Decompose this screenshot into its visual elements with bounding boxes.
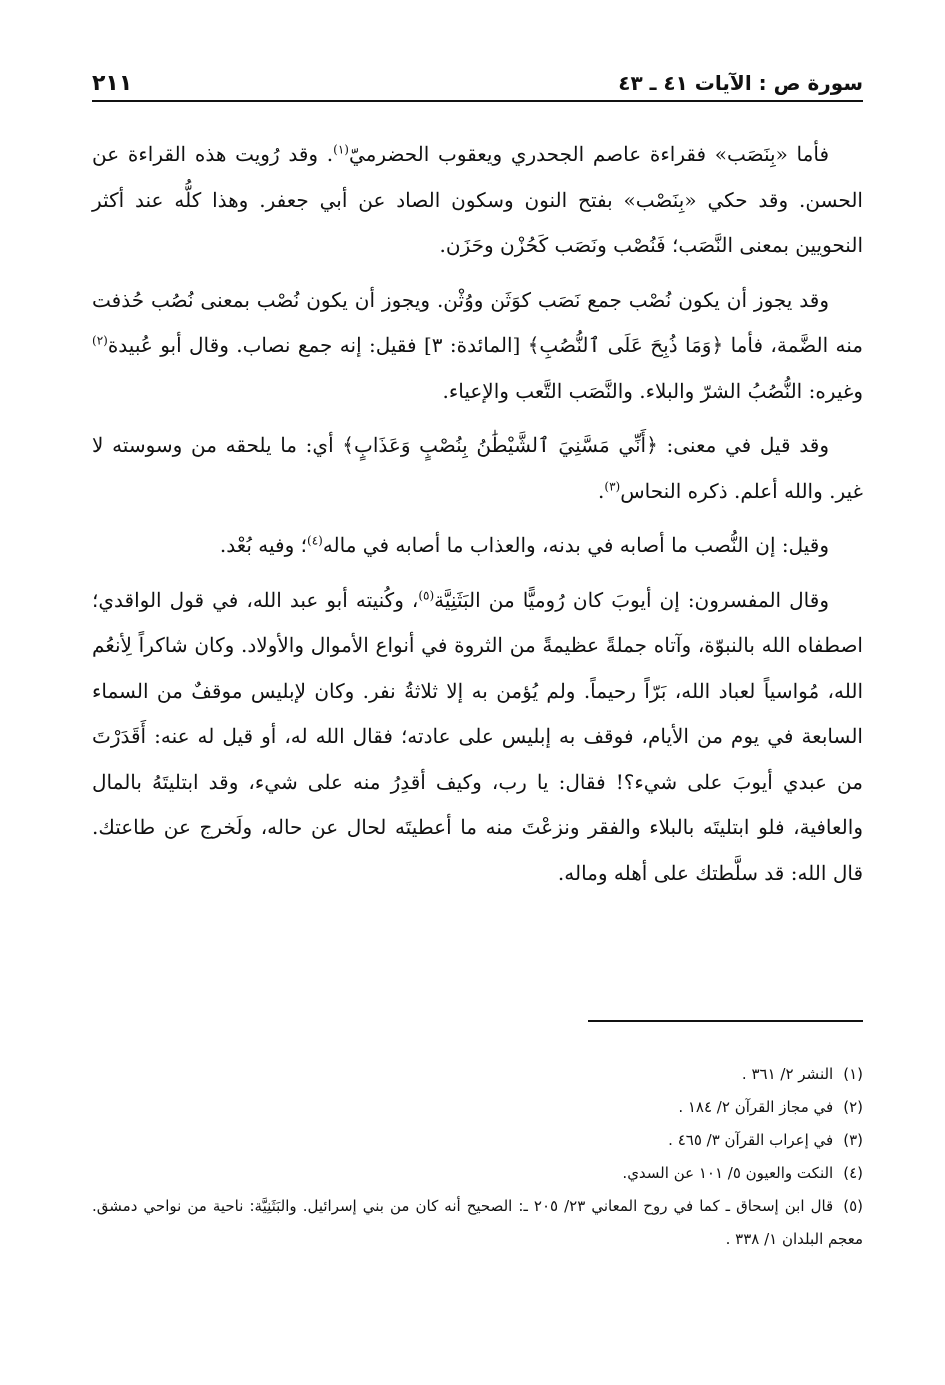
footnote-item (92, 1058, 863, 1091)
paragraph-text: ؛ وفيه بُعْد. (219, 533, 307, 557)
footnote-ref: (٣) (604, 478, 621, 493)
page-number: ٢١١ (92, 71, 133, 96)
footnote-text: النكت والعيون ٥/ ١٠١ عن السدي. (622, 1164, 834, 1182)
footnote-item (92, 1190, 863, 1256)
paragraph-text: وقيل: إن النُّصب ما أصابه في بدنه، والعذاب ما أصابه في ماله (322, 533, 829, 557)
footnote-text: في مجاز القرآن ٢/ ١٨٤ . (678, 1098, 834, 1116)
paragraph-text: وقد يجوز أن يكون نُصْب جمع نَصَب كوَثَن ووُثْن. ويجوز أن يكون نُصْب بمعنى نُصُب حُذفت منه الضَّمة، فأما ﴿وَمَا ذُبِحَ عَلَى ٱلنُّصُبِ﴾ [المائدة: ٣] فقيل: إنه جمع نصاب. وقال أبو عُبيدة (92, 287, 863, 357)
paragraph-text: ، وكُنيته أبو عبد الله، في قول الواقدي؛ اصطفاه الله بالنبوّة، وآتاه جملةً عظيمةً من الثروة في أنواع الأموال والأولاد. وكان شاكراً لِأنعُم الله، مُواسياً لعباد الله، بَرّاً رحيماً. ولم يُؤمن به إلا ثلاثةُ نفر. وكان لإبليس موقفٌ من السماء السابعة في يوم من الأيام، فوقف به إبليس على عادته؛ فقال الله له، أو قيل له عنه: أَقَدَرْتَ من عبدي أيوبَ على شيء؟! فقال: يا رب، وكيف أقدِرُ منه على شيء، وقد ابتليتَهُ بالمال والعافية، فلو ابتليتَه بالبلاء والفقر ونزعْتَ منه ما أعطيتَه لحال عن حاله، ولَخرج عن طاعتك. قال الله: قد سلَّطتك على أهله وماله. (92, 587, 863, 885)
paragraph-text: وقد قيل في معنى: ﴿أَنِّي مَسَّنِيَ ٱلشَّيْطَٰنُ بِنُصْبٍ وَعَذَابٍ﴾ أي: ما يلحقه من وسوسته لا غير. والله أعلم. ذكره النحاس (92, 433, 863, 503)
footnote-ref: (٥) (418, 587, 435, 602)
paragraph-text: فأما «بِنَصَب» فقراءة عاصم الجحدري ويعقوب الحضرميّ (348, 142, 830, 166)
footnote-separator (588, 1020, 863, 1022)
footnote-text: في إعراب القرآن ٣/ ٤٦٥ . (668, 1131, 834, 1149)
paragraph-text: وقال المفسرون: إن أيوبَ كان رُوميًّا من البَثَنِيَّة (434, 587, 829, 612)
paragraph-4 (92, 523, 863, 569)
paragraph-text: . (598, 478, 605, 503)
paragraph-3 (92, 423, 863, 514)
footnote-number: (٤) (843, 1164, 863, 1182)
footnote-item (92, 1157, 863, 1190)
main-text (92, 132, 863, 905)
footnote-item (92, 1091, 863, 1124)
footnote-ref: (٤) (307, 533, 323, 548)
footnote-number: (١) (843, 1065, 863, 1083)
surah-title: سورة ص : الآيات ٤١ ـ ٤٣ (618, 71, 863, 95)
footnote-text: النشر ٢/ ٣٦١ . (741, 1065, 834, 1083)
running-header (92, 60, 863, 102)
paragraph-2 (92, 278, 863, 415)
footnote-ref: (٢) (92, 333, 108, 348)
footnotes (92, 1058, 863, 1256)
footnote-ref: (١) (333, 142, 349, 157)
paragraph-5 (92, 578, 863, 897)
footnote-number: (٣) (843, 1131, 863, 1149)
paragraph-text: وغيره: النُّصُبُ الشرّ والبلاء. والنَّصَب التَّعب والإعياء. (442, 378, 863, 403)
footnote-text: قال ابن إسحاق ـ كما في روح المعاني ٢٣/ ٢٠٥ ـ: الصحيح أنه كان من بني إسرائيل. والبَثَنِيَّة: ناحية من نواحي دمشق. معجم البلدان ١/ ٣٣٨ . (92, 1197, 863, 1248)
footnote-number: (٥) (843, 1197, 863, 1215)
paragraph-1 (92, 132, 863, 269)
footnote-number: (٢) (843, 1098, 863, 1116)
footnote-item (92, 1124, 863, 1157)
paragraph-text: . وقد رُويت هذه القراءة عن الحسن. وقد حكي «بِنَصْب» بفتح النون وسكون الصاد عن أبي جعفر. وهذا كلُّه عند أكثر النحويين بمعنى النَّصَب؛ فَنُصْب ونَصَب كَحُزْن وحَزَن. (92, 142, 863, 257)
